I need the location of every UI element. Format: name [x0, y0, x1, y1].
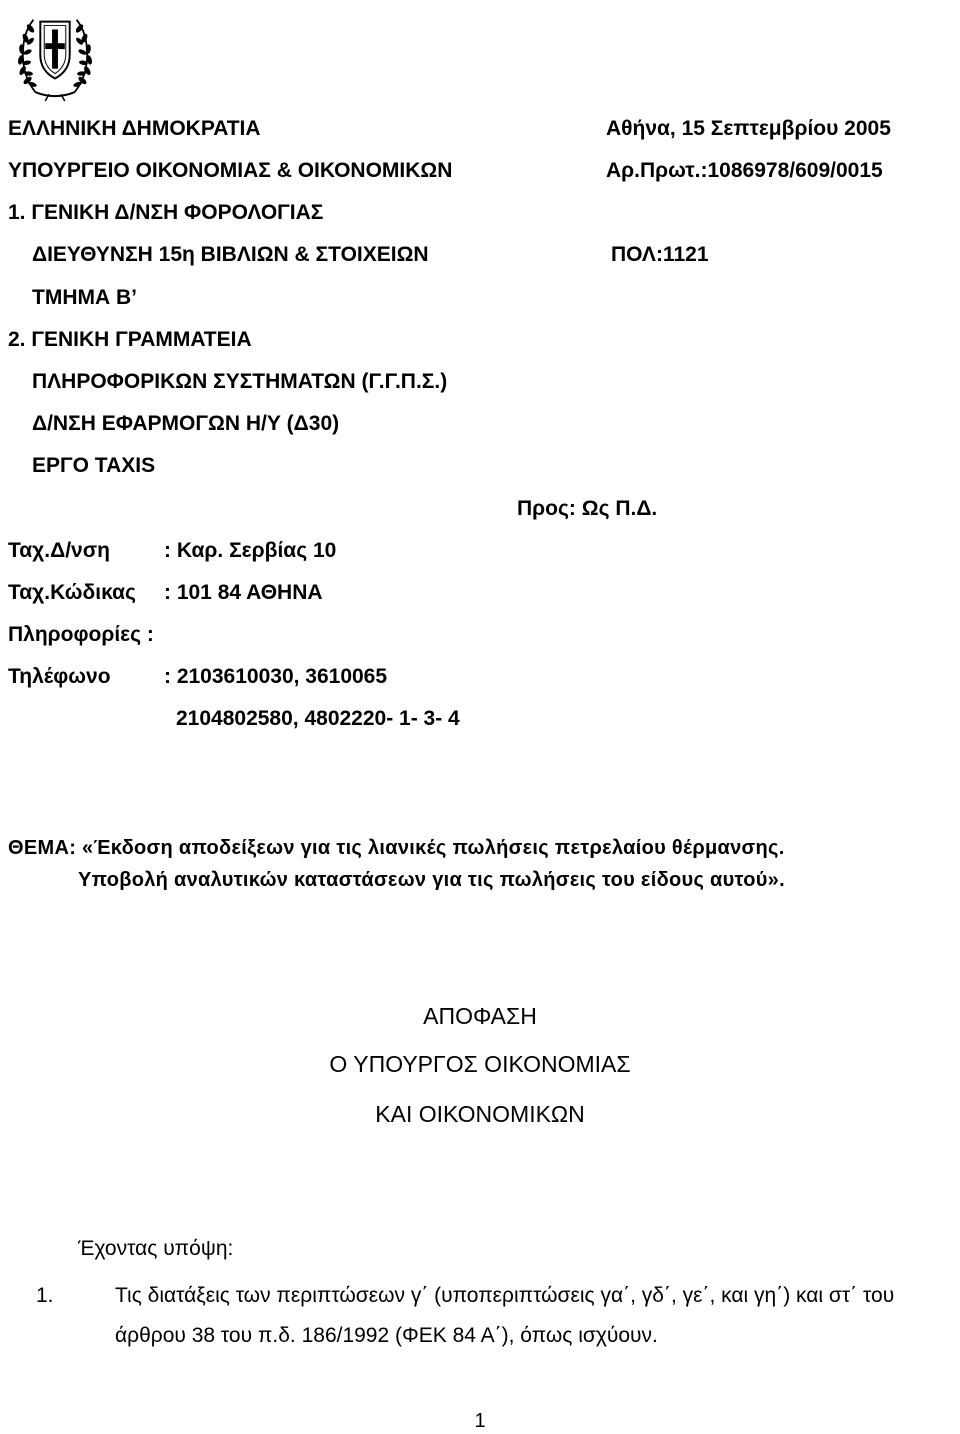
document-date: Αθήνα, 15 Σεπτεμβρίου 2005 [606, 117, 891, 140]
protocol-number: Αρ.Πρωτ.:1086978/609/0015 [606, 159, 883, 182]
phone-value-2: 2104802580, 4802220- 1- 3- 4 [176, 707, 460, 730]
subject-line-1: ΘΕΜΑ: «Έκδοση αποδείξεων για τις λιανικές πωλήσεις πετρελαίου θέρμανσης. [8, 837, 785, 859]
header-general-secretariat: 2. ΓΕΝΙΚΗ ΓΡΑΜΜΑΤΕΙΑ [8, 328, 252, 351]
address-value: : Καρ. Σερβίας 10 [164, 539, 337, 562]
decision-minister-line-2: ΚΑΙ ΟΙΚΟΝΟΜΙΚΩΝ [375, 1101, 585, 1127]
header-project: ΕΡΓΟ TAXIS [32, 454, 156, 477]
header-department: ΤΜΗΜΑ Β’ [32, 286, 137, 309]
info-label: Πληροφορίες : [8, 623, 154, 646]
subject-line-2: Υποβολή αναλυτικών καταστάσεων για τις πωλήσεις του είδους αυτού». [78, 869, 785, 891]
decision-title: ΑΠΟΦΑΣΗ [423, 1003, 537, 1029]
address-label: Ταχ.Δ/νση [8, 539, 110, 562]
list-item-text: Τις διατάξεις των περιπτώσεων γ΄ (υποπεριπτώσεις γα΄, γδ΄, γε΄, και γη΄) και στ΄ του άρθρου 38 του π.δ. 186/1992 (ΦΕΚ 84 Α΄), όπως ισχύουν. [115, 1284, 895, 1347]
recipient: Προς: Ως Π.Δ. [517, 497, 658, 520]
postal-label: Ταχ.Κώδικας [8, 581, 136, 604]
postal-value: : 101 84 ΑΘΗΝΑ [164, 581, 323, 604]
list-item-number: 1. [36, 1284, 54, 1307]
subject [8, 832, 958, 896]
header-country: ΕΛΛΗΝΙΚΗ ΔΗΜΟΚΡΑΤΙΑ [8, 117, 261, 140]
decision-minister-line-1: Ο ΥΠΟΥΡΓΟΣ ΟΙΚΟΝΟΜΙΑΣ [329, 1051, 631, 1077]
phone-label: Τηλέφωνο [8, 665, 111, 688]
header-directorate: ΔΙΕΥΘΥΝΣΗ 15η ΒΙΒΛΙΩΝ & ΣΤΟΙΧΕΙΩΝ [32, 243, 429, 266]
greek-emblem-icon [6, 4, 104, 102]
body-intro: Έχοντας υπόψη: [78, 1237, 234, 1260]
header-applications: Δ/ΝΣΗ ΕΦΑΡΜΟΓΩΝ Η/Υ (Δ30) [32, 412, 340, 435]
pol-number: ΠΟΛ:1121 [611, 243, 709, 266]
header-ministry: ΥΠΟΥΡΓΕΙΟ ΟΙΚΟΝΟΜΙΑΣ & ΟΙΚΟΝΟΜΙΚΩΝ [8, 159, 453, 182]
header-general-directorate-1: 1. ΓΕΝΙΚΗ Δ/ΝΣΗ ΦΟΡΟΛΟΓΙΑΣ [8, 201, 324, 224]
header-info-systems: ΠΛΗΡΟΦΟΡΙΚΩΝ ΣΥΣΤΗΜΑΤΩΝ (Γ.Γ.Π.Σ.) [32, 370, 448, 393]
page-number: 1 [474, 1410, 486, 1432]
phone-value-1: : 2103610030, 3610065 [164, 665, 388, 688]
